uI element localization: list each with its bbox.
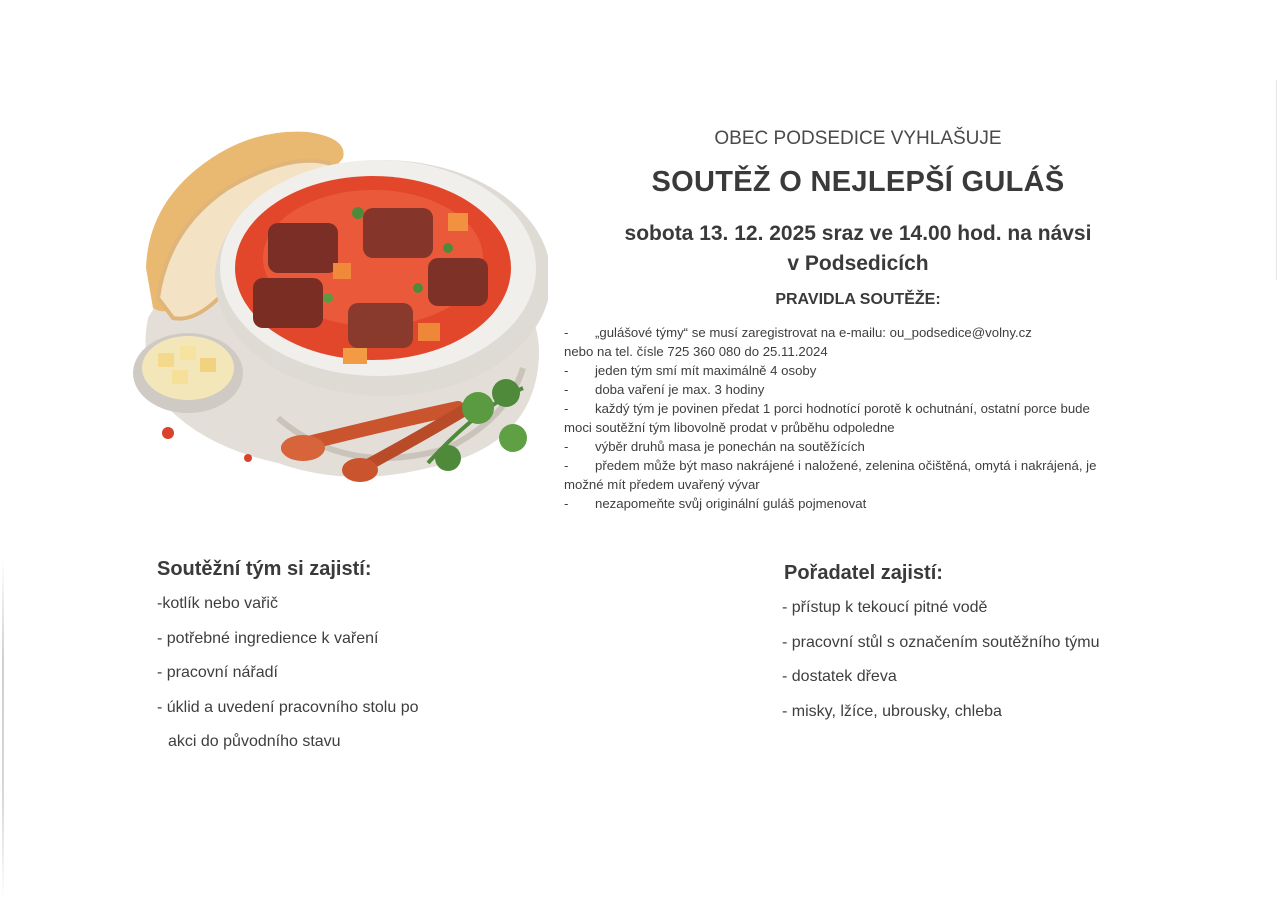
herb — [323, 293, 333, 303]
parsley-leaf — [499, 424, 527, 452]
carrot-cube — [418, 323, 440, 341]
carrot-cube — [333, 263, 351, 279]
event-date: sobota 13. 12. 2025 sraz ve 14.00 hod. na návsi — [624, 222, 1092, 245]
team-item: - pracovní nářadí — [157, 664, 278, 681]
rule-text: jeden tým smí mít maximálně 4 osoby — [595, 363, 817, 378]
event-place: v Podsedicích — [787, 252, 929, 275]
meat-chunk — [253, 278, 323, 328]
organizer-item: - misky, lžíce, ubrousky, chleba — [782, 702, 1002, 720]
cube — [172, 370, 188, 384]
herb — [413, 283, 423, 293]
rule-text: výběr druhů masa je ponechán na soutěžících — [595, 439, 865, 454]
meat-chunk — [348, 303, 413, 348]
team-item: - potřebné ingredience k vaření — [157, 629, 379, 647]
rule-continuation: možné mít předem uvařený vývar — [564, 477, 760, 492]
sauce-splash — [244, 454, 252, 462]
small-bowl-inner — [142, 336, 234, 400]
organizer-heading: Pořadatel zajistí: — [784, 562, 943, 584]
spoon-head — [342, 458, 378, 482]
parsley-leaf — [492, 379, 520, 407]
sauce-splash — [162, 427, 174, 439]
cube — [158, 353, 174, 367]
rule-bullet: - — [564, 496, 569, 511]
page-title: SOUTĚŽ O NEJLEPŠÍ GULÁŠ — [651, 166, 1065, 198]
intro-line: OBEC PODSEDICE VYHLAŠUJE — [714, 128, 1002, 149]
team-heading: Soutěžní tým si zajistí: — [157, 558, 372, 580]
meat-chunk — [363, 208, 433, 258]
team-item: akci do původního stavu — [168, 733, 341, 750]
rule-bullet: - — [564, 439, 569, 454]
carrot-cube — [343, 348, 367, 364]
rule-text: doba vaření je max. 3 hodiny — [595, 382, 765, 397]
team-list — [157, 595, 419, 768]
rule-bullet: - — [564, 458, 569, 473]
herb — [443, 243, 453, 253]
rules-list — [564, 323, 1144, 513]
organizer-item: - pracovní stůl s označením soutěžního týmu — [782, 633, 1100, 651]
rule-item — [564, 399, 1144, 437]
rule-bullet: - — [564, 363, 569, 378]
organizer-item: - přístup k tekoucí pitné vodě — [782, 599, 988, 616]
cube — [180, 346, 196, 360]
team-item: - úklid a uvedení pracovního stolu po — [157, 698, 419, 716]
organizer-list — [782, 599, 1099, 737]
meat-chunk — [268, 223, 338, 273]
rule-item — [564, 494, 1144, 513]
rule-item — [564, 323, 1144, 361]
rule-text: „gulášové týmy“ se musí zaregistrovat na e-mailu: ou_podsedice@volny.cz — [595, 325, 1032, 340]
carrot-cube — [448, 213, 468, 231]
parsley-leaf — [462, 392, 494, 424]
parsley-leaf — [435, 445, 461, 471]
rule-text: nezapomeňte svůj originální guláš pojmenovat — [595, 496, 867, 511]
rule-item — [564, 456, 1144, 494]
rule-item — [564, 380, 1144, 399]
meat-chunk — [428, 258, 488, 306]
rule-text: předem může být maso nakrájené i naložené, zelenina očištěná, omytá i nakrájená, je — [595, 458, 1097, 473]
organizer-item: - dostatek dřeva — [782, 668, 897, 685]
rule-bullet: - — [564, 325, 569, 340]
rule-item — [564, 361, 1144, 380]
scan-edge — [2, 560, 4, 900]
team-item: -kotlík nebo vařič — [157, 595, 278, 612]
rule-item — [564, 437, 1144, 456]
rule-continuation: nebo na tel. čísle 725 360 080 do 25.11.2024 — [564, 344, 828, 359]
rule-bullet: - — [564, 401, 569, 416]
goulash-bowl-illustration — [128, 118, 548, 518]
herb — [352, 207, 364, 219]
rule-bullet: - — [564, 382, 569, 397]
scan-edge — [1276, 80, 1277, 280]
spoon-head — [281, 435, 325, 461]
rule-text: každý tým je povinen předat 1 porci hodnotící porotě k ochutnání, ostatní porce bude — [595, 401, 1090, 416]
cube — [200, 358, 216, 372]
rules-heading: PRAVIDLA SOUTĚŽE: — [775, 291, 941, 308]
rule-continuation: moci soutěžní tým libovolně prodat v průběhu odpoledne — [564, 420, 895, 435]
